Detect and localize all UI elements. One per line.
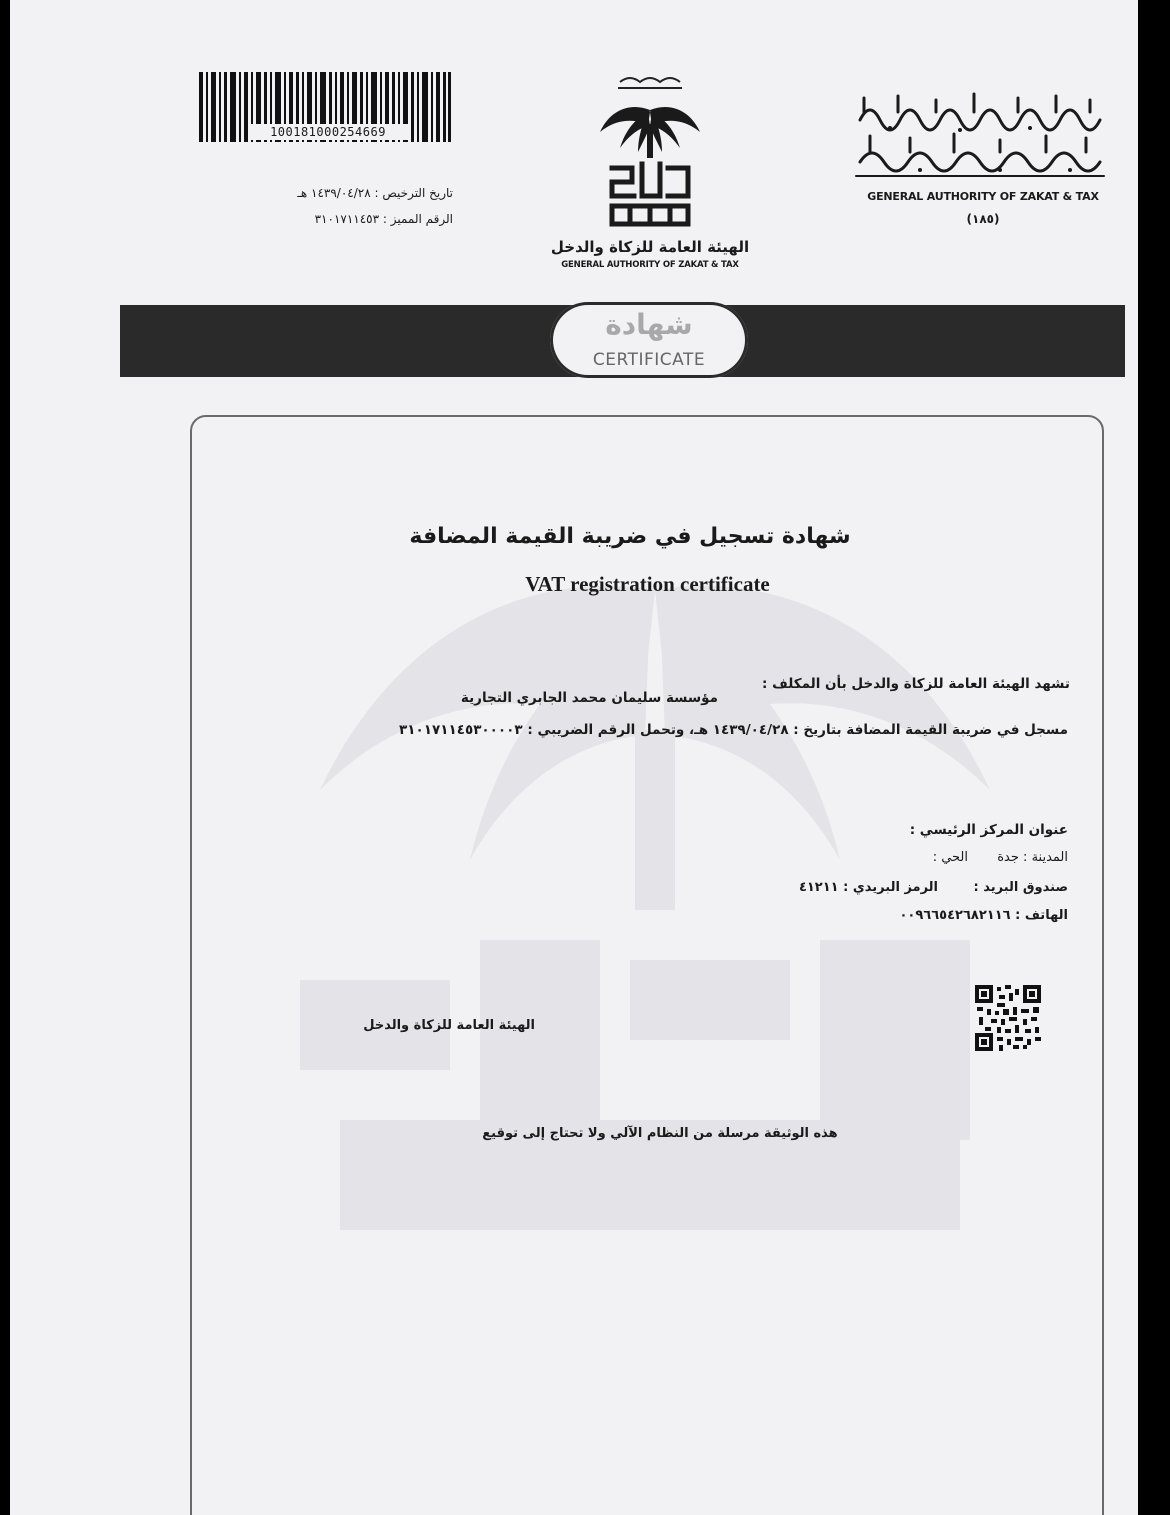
- certificate-title-en: VAT registration certificate: [525, 572, 770, 596]
- address-phone: الهاتف : ٠٠٩٦٦٥٤٢٦٨٢١١٦: [899, 908, 1068, 923]
- address-district: الحي :: [932, 850, 968, 865]
- certifies-line: تشهد الهيئة العامة للزكاة والدخل بأن المكلف :: [762, 676, 1070, 692]
- authority-signature-line: الهيئة العامة للزكاة والدخل: [363, 1018, 535, 1033]
- zakat-palm-logo-icon: [590, 72, 710, 232]
- address-pobox: صندوق البريد :: [973, 880, 1068, 895]
- address-city: المدينة : جدة: [997, 850, 1068, 865]
- certificate-label-ar: شهادة: [605, 308, 693, 341]
- registered-line: مسجل في ضريبة القيمة المضافة بتاريخ : ١٤٣٩/٠٤/٢٨ هـ، وتحمل الرقم الضريبي : ٣١٠١٧١١٤٥٣٠٠٠٠٣: [399, 722, 1068, 738]
- barcode-number: 100181000254669: [248, 124, 408, 140]
- certificate-page: [10, 0, 1138, 1515]
- qr-code-icon: [975, 985, 1041, 1051]
- taxpayer-name: مؤسسة سليمان محمد الجابري التجارية: [460, 690, 718, 706]
- address-heading: عنوان المركز الرئيسي :: [909, 822, 1068, 838]
- address-postal-code: الرمز البريدي : ٤١٢١١: [798, 880, 938, 895]
- authority-code: (١٨٥): [966, 212, 1000, 226]
- authority-name-en: GENERAL AUTHORITY OF ZAKAT & TAX: [561, 260, 739, 270]
- license-number: الرقم المميز : ٣١٠١٧١١٤٥٣: [314, 212, 453, 226]
- license-date: تاريخ الترخيص : ١٤٣٩/٠٤/٢٨ هـ: [297, 186, 453, 200]
- authority-name-en-right: GENERAL AUTHORITY OF ZAKAT & TAX: [867, 190, 1099, 203]
- certificate-title-ar: شهادة تسجيل في ضريبة القيمة المضافة: [409, 524, 851, 549]
- authority-name-ar: الهيئة العامة للزكاة والدخل: [550, 238, 750, 256]
- certificate-label-en: CERTIFICATE: [592, 350, 706, 370]
- auto-generated-note: هذه الوثيقة مرسلة من النظام الآلي ولا تحتاج إلى توقيع: [482, 1126, 838, 1141]
- kingdom-calligraphy-seal-icon: [850, 90, 1110, 180]
